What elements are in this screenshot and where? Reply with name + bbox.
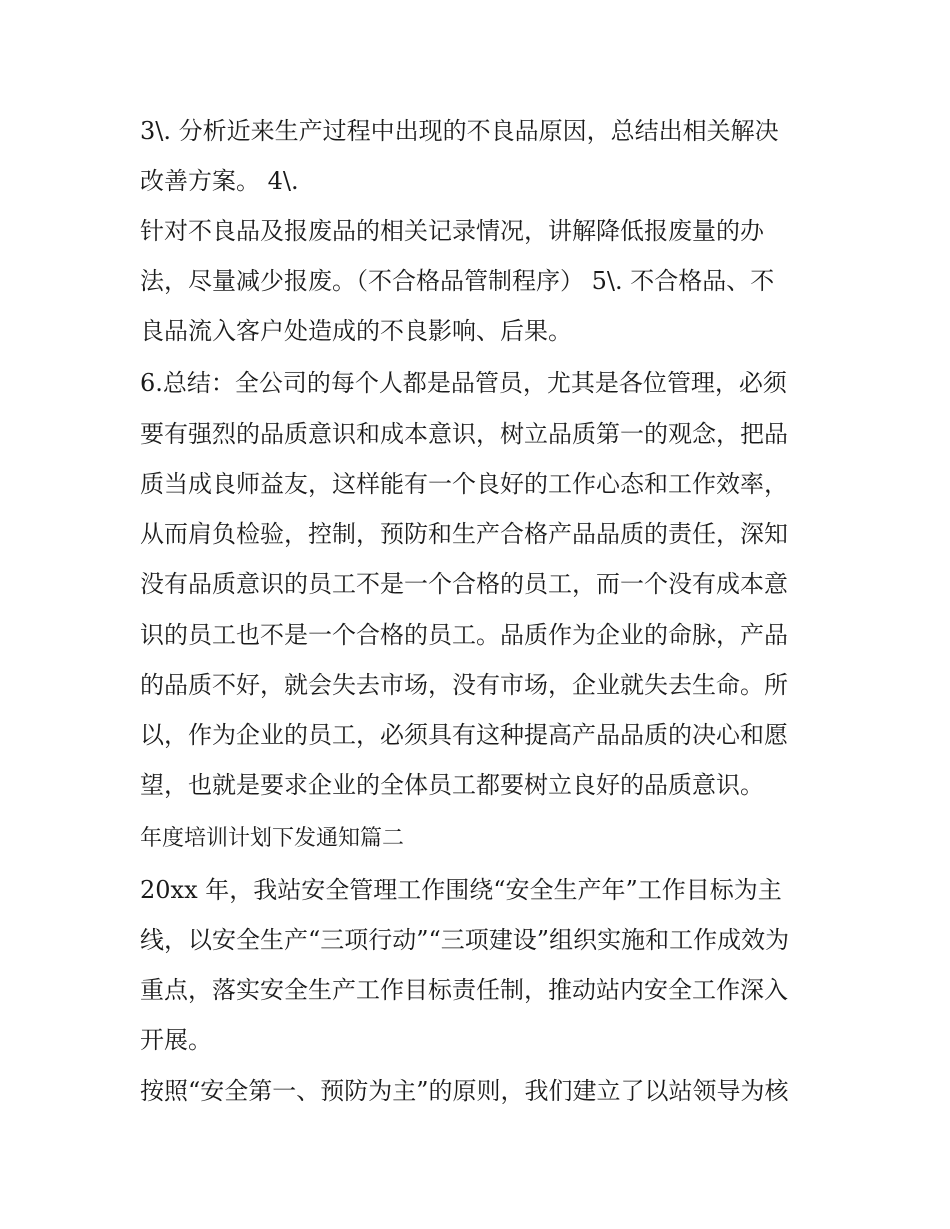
text-line: 重点，落实安全生产工作目标责任制，推动站内安全工作深入 xyxy=(140,976,788,1004)
text-line: 质当成良师益友，这样能有一个良好的工作心态和工作效率， xyxy=(140,470,788,498)
text-line: 6.总结：全公司的每个人都是品管员，尤其是各位管理，必须 xyxy=(140,369,787,397)
text-line: 针对不良品及报废品的相关记录情况，讲解降低报废量的办 xyxy=(140,217,764,245)
text-line: 开展。 xyxy=(140,1026,212,1054)
text-line: 按照“安全第一、预防为主”的原则，我们建立了以站领导为核 xyxy=(140,1077,789,1105)
text-line: 法，尽量减少报废。（不合格品管制程序） 5\. 不合格品、不 xyxy=(140,267,775,295)
text-line: 良品流入客户处造成的不良影响、后果。 xyxy=(140,317,572,345)
section-heading: 年度培训计划下发通知篇二 xyxy=(140,826,405,851)
text-line: 要有强烈的品质意识和成本意识，树立品质第一的观念，把品 xyxy=(140,420,788,448)
text-line: 改善方案。 4\. xyxy=(140,167,299,195)
text-line: 线，以安全生产“三项行动”“三项建设”组织实施和工作成效为 xyxy=(140,926,790,954)
text-line: 没有品质意识的员工不是一个合格的员工，而一个没有成本意 xyxy=(140,570,788,598)
text-line: 以，作为企业的员工，必须具有这种提高产品品质的决心和愿 xyxy=(140,721,788,749)
text-line: 3\. 分析近来生产过程中出现的不良品原因，总结出相关解决 xyxy=(140,117,779,145)
text-line: 从而肩负检验，控制，预防和生产合格产品品质的责任，深知 xyxy=(140,520,788,548)
text-line: 的品质不好，就会失去市场，没有市场，企业就失去生命。所 xyxy=(140,671,788,699)
text-line: 识的员工也不是一个合格的员工。品质作为企业的命脉，产品 xyxy=(140,621,788,649)
text-line: 20xx 年，我站安全管理工作围绕“安全生产年”工作目标为主 xyxy=(140,876,782,904)
text-line: 望，也就是要求企业的全体员工都要树立良好的品质意识。 xyxy=(140,771,764,799)
